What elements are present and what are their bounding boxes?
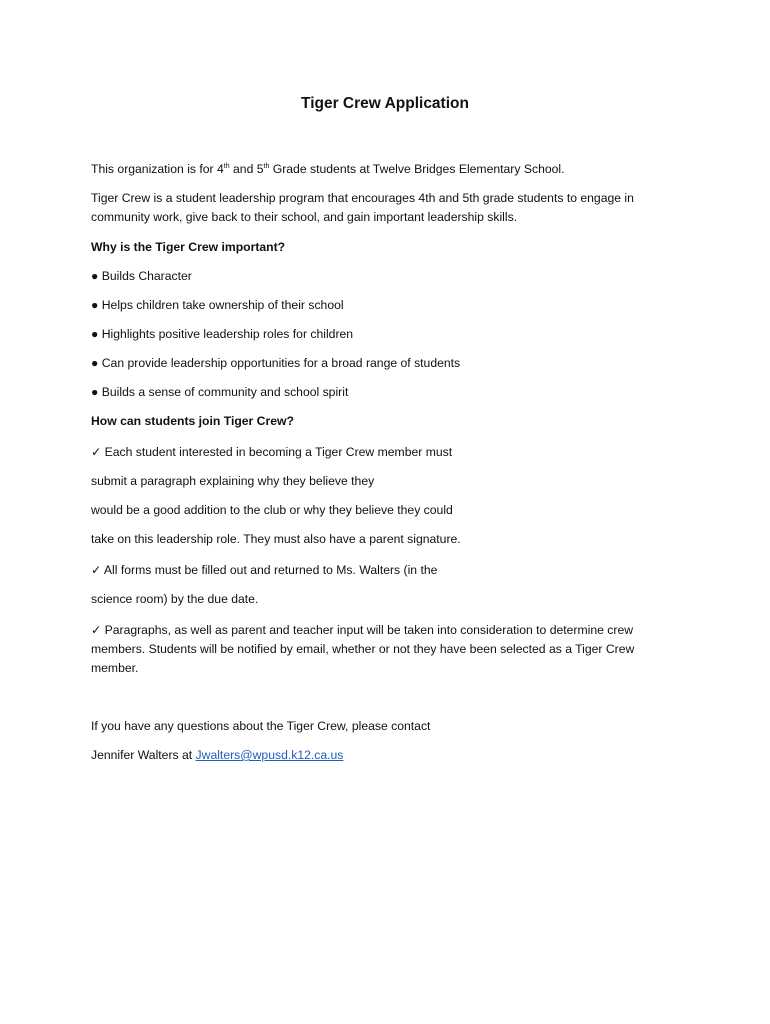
paragraphs-note-line-2: members. Students will be notified by email, whether or not they have been selected as a Tiger Crew [91,642,635,656]
how-line: science room) by the due date. [91,592,259,606]
paragraphs-note-line-3: member. [91,661,139,675]
paragraphs-note-line-1: ✓ Paragraphs, as well as parent and teacher input will be taken into consideration to determine crew [91,623,634,637]
why-item-opportunities: ● Can provide leadership opportunities for a broad range of students [91,356,461,370]
page-title: Tiger Crew Application [301,95,469,112]
how-heading: How can students join Tiger Crew? [91,414,294,428]
intro-text [91,160,681,179]
intro-sup-1: th [223,162,230,170]
why-item-leadership-roles: ● Highlights positive leadership roles for children [91,327,354,341]
intro-part-2: and 5 [229,162,264,176]
why-item-builds-character: ● Builds Character [91,269,192,283]
intro-part-1: This organization is for 4 [91,162,224,176]
how-line: submit a paragraph explaining why they believe they [91,474,375,488]
intro-part-3: Grade students at Twelve Bridges Elementary School. [269,162,565,176]
description-line-1: Tiger Crew is a student leadership program that encourages 4th and 5th grade students to engage in [91,191,634,205]
how-line: ✓ All forms must be filled out and returned to Ms. Walters (in the [91,563,438,577]
why-item-ownership: ● Helps children take ownership of their school [91,298,344,312]
contact-name-line [91,746,681,765]
contact-email-link[interactable]: Jwalters@wpusd.k12.ca.us [195,748,344,762]
why-item-community: ● Builds a sense of community and school spirit [91,385,349,399]
contact-name: Jennifer Walters at [91,748,196,762]
description-line-2: community work, give back to their school, and gain important leadership skills. [91,210,518,224]
how-line: take on this leadership role. They must also have a parent signature. [91,532,461,546]
intro-sup-2: th [263,162,270,170]
contact-line: If you have any questions about the Tiger Crew, please contact [91,719,431,733]
why-heading: Why is the Tiger Crew important? [91,240,286,254]
how-line: would be a good addition to the club or why they believe they could [91,503,453,517]
how-line: ✓ Each student interested in becoming a Tiger Crew member must [91,445,453,459]
